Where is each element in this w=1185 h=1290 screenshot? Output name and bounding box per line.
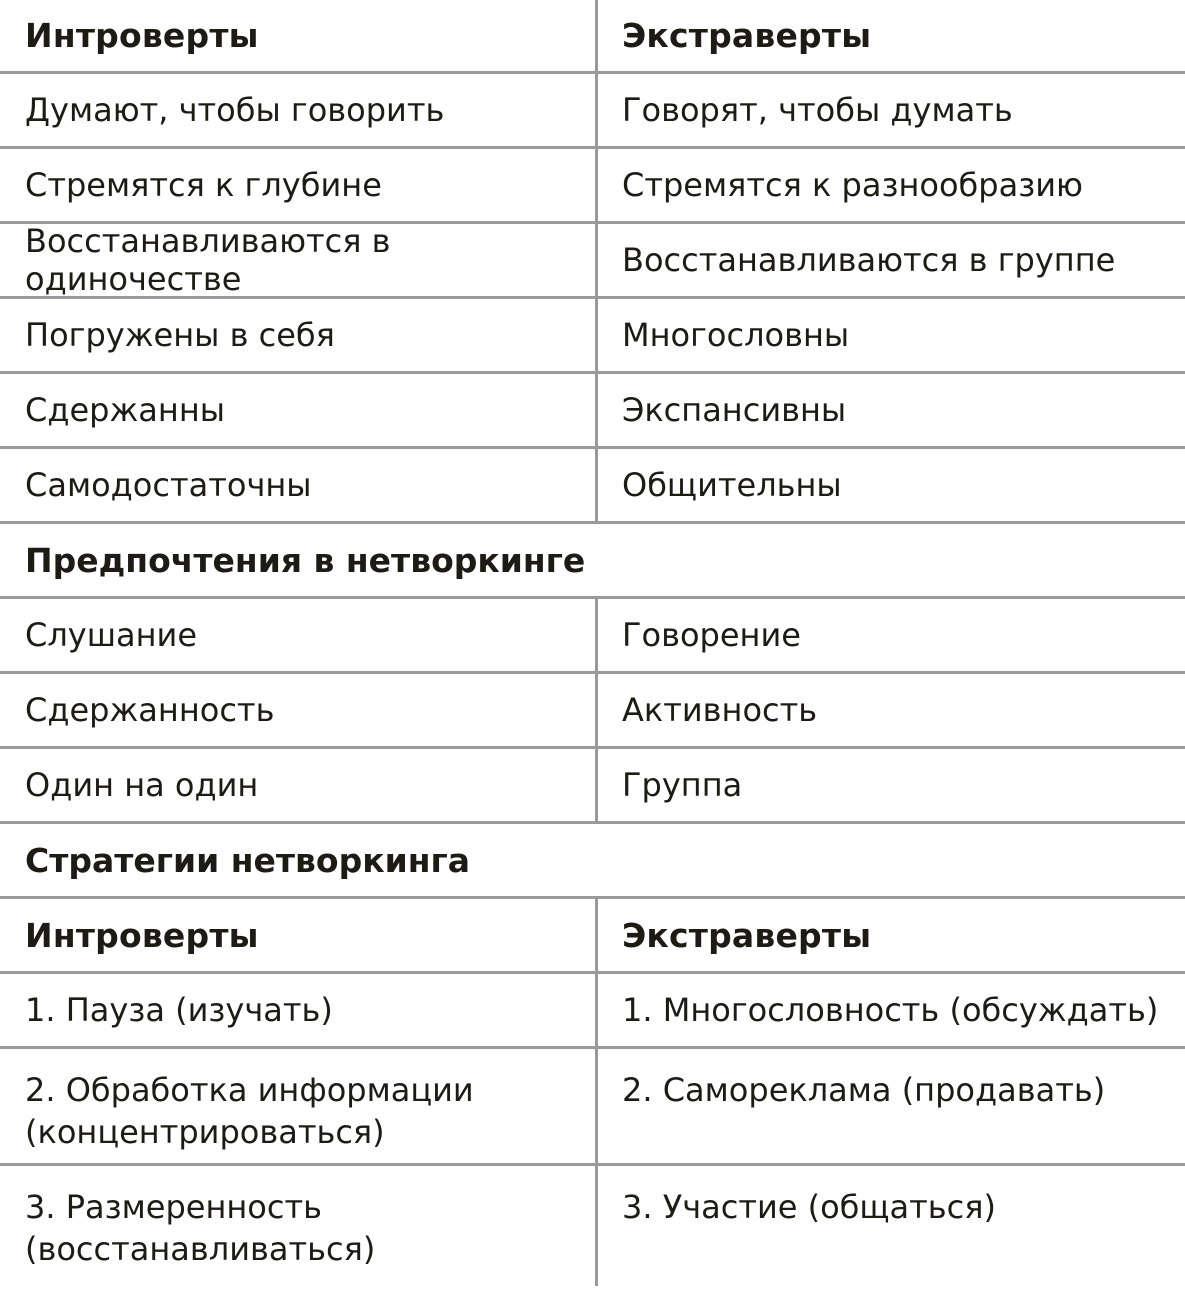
introvert-preference: Сдержанность (0, 674, 598, 746)
extravert-trait: Восстанавливаются в группе (622, 241, 1116, 279)
section-heading-row (0, 524, 1185, 599)
table-row (0, 74, 1185, 149)
table-row (0, 374, 1185, 449)
table-row (0, 674, 1185, 749)
introvert-strategy-line: (восстанавливаться) (25, 1230, 376, 1268)
extravert-strategy: 2. Самореклама (продавать) (622, 1071, 1106, 1109)
table-row (0, 974, 1185, 1049)
header-extraverts: Экстраверты (622, 16, 872, 55)
introvert-trait: Думают, чтобы говорить (0, 74, 598, 146)
extravert-trait: Стремятся к разнообразию (622, 166, 1083, 204)
header-row (0, 0, 1185, 74)
introvert-trait: Восстанавливаются в одиночестве (0, 224, 598, 296)
strategies-header-extraverts: Экстраверты (622, 915, 872, 955)
extravert-preference: Говорение (622, 616, 801, 654)
table-row (0, 749, 1185, 824)
table-row (0, 599, 1185, 674)
table-row (0, 1049, 1185, 1166)
header-introverts: Интроверты (0, 0, 598, 71)
introvert-trait: Самодостаточны (0, 449, 598, 521)
introvert-trait: Стремятся к глубине (0, 149, 598, 221)
introvert-strategy-line: 2. Обработка информации (25, 1071, 474, 1109)
introvert-strategy-line: 3. Размеренность (25, 1188, 322, 1226)
table-row (0, 149, 1185, 224)
introvert-preference: Один на один (0, 749, 598, 821)
introvert-strategy-line: (концентрироваться) (25, 1113, 385, 1151)
extravert-preference: Группа (622, 766, 743, 804)
table-row (0, 1166, 1185, 1286)
preferences-section-title: Предпочтения в нетворкинге (25, 540, 586, 580)
extravert-strategy: 1. Многословность (обсуждать) (622, 991, 1159, 1029)
extravert-trait: Говорят, чтобы думать (622, 91, 1013, 129)
extravert-trait: Экспансивны (622, 391, 847, 429)
introvert-trait: Погружены в себя (0, 299, 598, 371)
introvert-trait: Сдержанны (0, 374, 598, 446)
section-heading-row (0, 824, 1185, 899)
extravert-trait: Общительны (622, 466, 842, 504)
extravert-preference: Активность (622, 691, 818, 729)
table-row (0, 299, 1185, 374)
table-row (0, 224, 1185, 299)
extravert-trait: Многословны (622, 316, 850, 354)
introvert-strategy: 1. Пауза (изучать) (0, 974, 598, 1046)
introvert-strategy (0, 1166, 598, 1286)
introvert-preference: Слушание (0, 599, 598, 671)
strategies-section-title: Стратегии нетворкинга (25, 840, 471, 880)
introvert-strategy (0, 1049, 598, 1163)
table-row (0, 449, 1185, 524)
strategies-header-introverts: Интроверты (0, 899, 598, 971)
strategies-header-row (0, 899, 1185, 974)
extravert-strategy: 3. Участие (общаться) (622, 1188, 996, 1226)
